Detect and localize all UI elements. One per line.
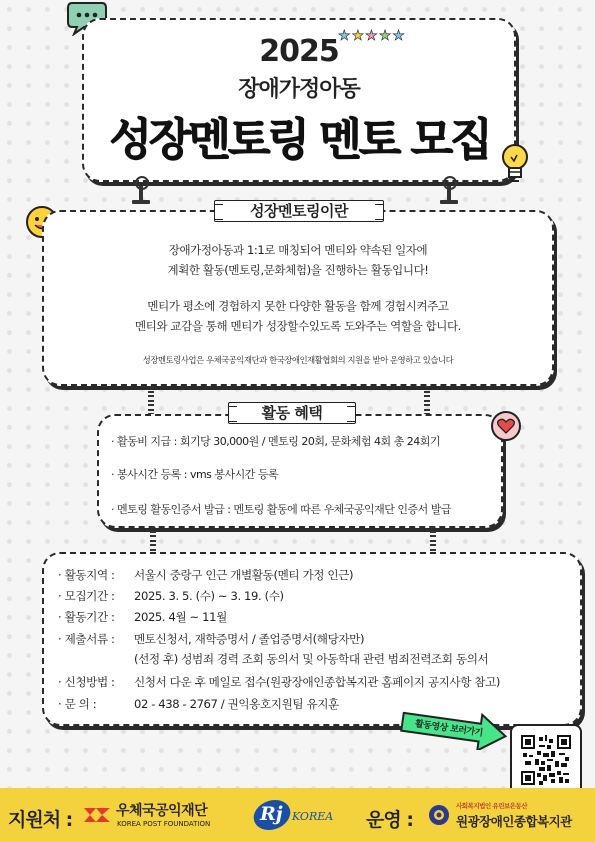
rikorea-logo-text: KOREA [292, 810, 334, 823]
about-note: 성장멘토링사업은 우체국공익재단과 한국장애인재활협회의 지원을 받아 운영하고 있습니다 [142, 355, 454, 365]
hanger-ring-right [443, 176, 457, 190]
footer [0, 788, 595, 842]
video-link-label: 활동영상 보러가기 [414, 719, 484, 739]
info-contact-key: · 문 의 : [58, 697, 97, 711]
title-org: 장애가정아동 [238, 77, 360, 102]
korea-post-logo-icon [82, 804, 112, 826]
chain-left-1 [148, 386, 154, 416]
page-title: 성장멘토링 멘토 모집 [108, 114, 490, 165]
about-line-4: 멘티와 교감을 통해 멘티가 성장할수있도록 도와주는 역할을 합니다. [135, 319, 461, 333]
benefit-item-3: · 멘토링 활동인증서 발급 : 멘토링 활동에 따른 우체국공익재단 인증서 발급 [111, 503, 451, 516]
heart-icon [490, 410, 522, 442]
title-card [82, 18, 516, 182]
operator-small: 사회복지법인 유린보은동산 [456, 802, 528, 810]
info-area-value: 서울시 중랑구 인근 개별활동(멘티 가정 인근) [134, 568, 354, 582]
info-apply [58, 674, 501, 690]
welfare-center-logo-icon [428, 804, 450, 826]
info-area [58, 567, 354, 583]
benefits-card [97, 414, 503, 528]
about-card [42, 210, 554, 386]
info-period-key: · 활동기간 : [58, 610, 115, 624]
info-recruit-value: 2025. 3. 5. (수) ~ 3. 19. (수) [134, 589, 284, 603]
qr-code[interactable] [510, 724, 582, 796]
info-recruit [58, 588, 284, 604]
sponsor-name: 우체국공익재단 [116, 803, 208, 819]
light-bulb-icon [498, 140, 532, 186]
info-apply-key: · 신청방법 : [58, 675, 115, 689]
info-card [42, 552, 582, 726]
about-line-3: 멘티가 평소에 경험하지 못한 다양한 활동을 함께 경험시켜주고 [147, 299, 449, 313]
chain-right-1 [424, 386, 430, 416]
info-docs-value-1: 멘토신청서, 재학증명서 / 졸업증명서(해당자만) [134, 632, 365, 646]
info-contact [58, 696, 339, 712]
video-link-arrow[interactable] [398, 708, 510, 750]
benefit-item-1: · 활동비 지급 : 회기당 30,000원 / 멘토링 20회, 문화체험 4회 총 24회기 [111, 435, 440, 448]
info-apply-value: 신청서 다운 후 메일로 접수(원광장애인종합복지관 홈페이지 공지사항 참고) [134, 675, 501, 689]
info-docs-key: · 제출서류 : [58, 632, 115, 646]
sponsor-subname: KOREA POST FOUNDATION [117, 820, 211, 828]
info-period-value: 2025. 4월 ~ 11월 [134, 610, 227, 624]
info-contact-value: 02 - 438 - 2767 / 권익옹호지원팀 유지훈 [134, 697, 339, 711]
info-recruit-key: · 모집기간 : [58, 589, 115, 603]
stars-decoration: ★★★★★ [338, 28, 406, 44]
info-area-key: · 활동지역 : [58, 568, 115, 582]
about-line-1: 장애가정아동과 1:1로 매칭되어 멘티와 약속된 일자에 [168, 243, 428, 257]
sponsor-label: 지원처 : [8, 809, 73, 831]
operator-name: 원광장애인종합복지관 [456, 814, 572, 829]
about-label: 성장멘토링이란 [214, 200, 384, 222]
benefit-item-2: · 봉사시간 등록 : vms 봉사시간 등록 [111, 468, 279, 481]
about-line-2: 계획한 활동(멘토링,문화체험)을 진행하는 활동입니다! [167, 263, 429, 277]
rikorea-logo: Rj KOREA [254, 798, 344, 832]
info-docs-value-2: (선정 후) 성범죄 경력 조회 동의서 및 아동학대 관련 범죄전력조회 동의서 [134, 652, 489, 666]
title-year: 2025 [259, 34, 339, 69]
operator-label: 운영 : [366, 809, 413, 831]
info-docs [58, 631, 365, 647]
benefits-label: 활동 혜택 [228, 402, 356, 424]
hanger-ring-left [135, 176, 149, 190]
info-period [58, 609, 227, 625]
